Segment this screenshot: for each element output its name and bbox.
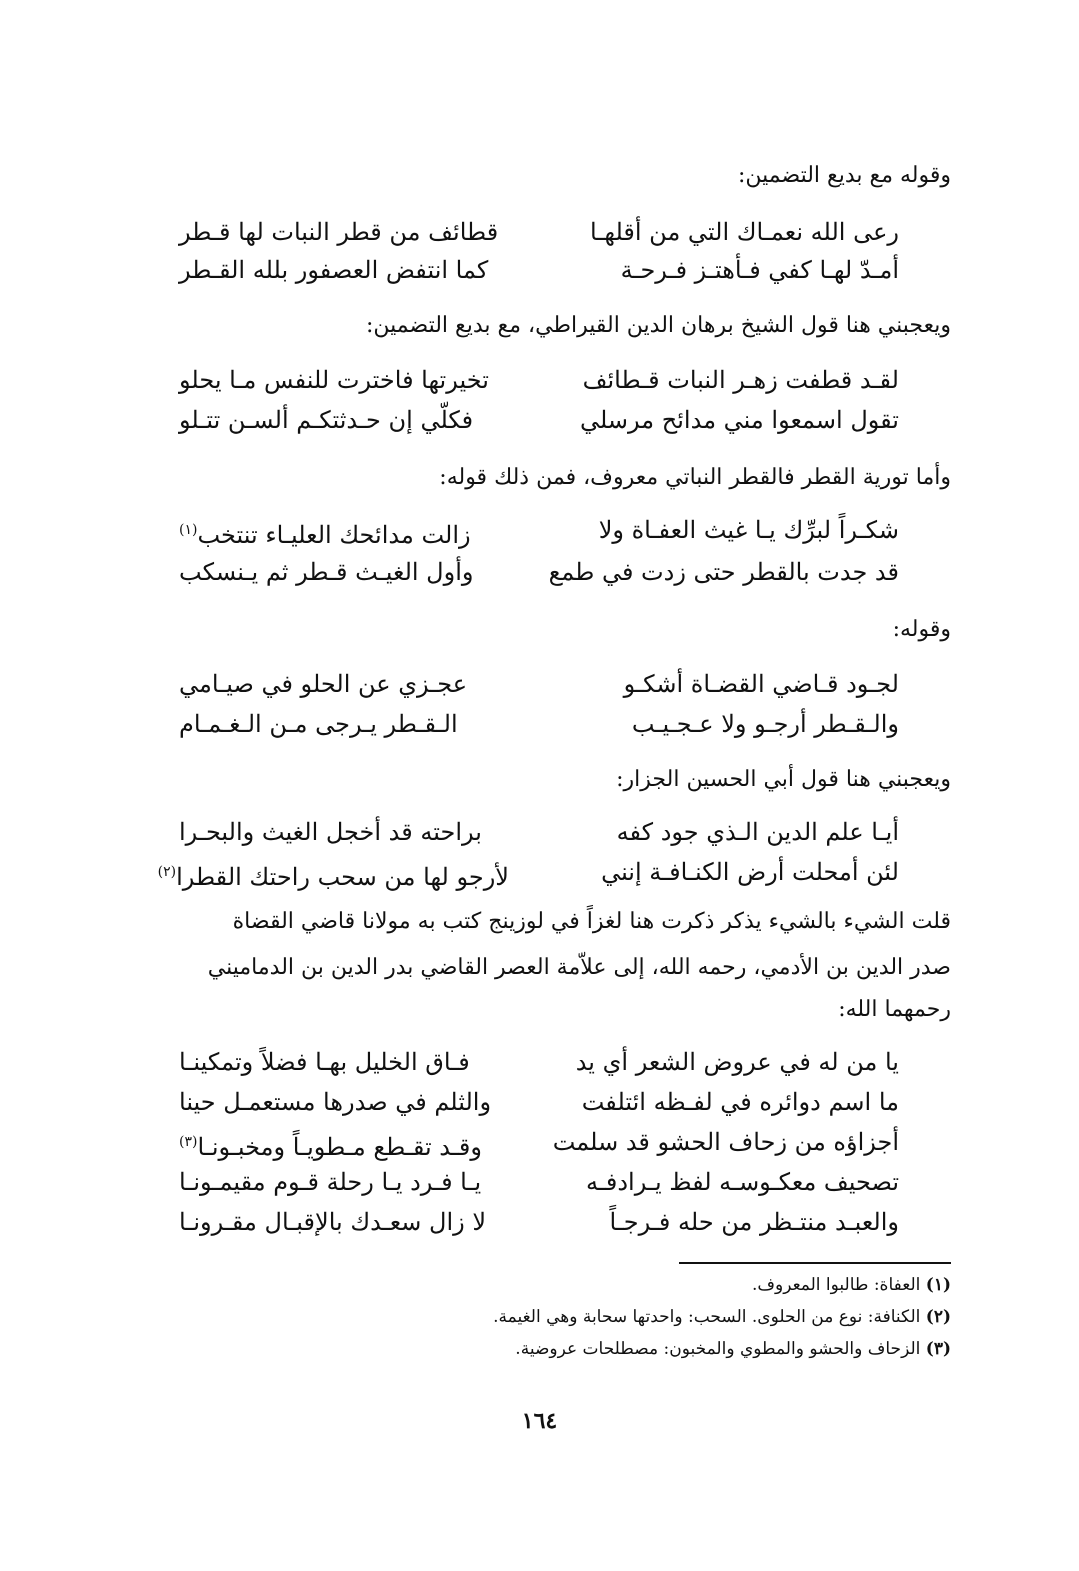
first-hemistich: شكـراً لبرِّك يـا غيث العفـاة ولا xyxy=(598,516,899,544)
footnote-text: الزحاف والحشو والمطوي والمخبون: مصطلحات عروضية. xyxy=(515,1339,921,1359)
footnote xyxy=(131,1336,951,1362)
footnote-text: العفاة: طالبوا المعروف. xyxy=(751,1275,921,1295)
verse-line xyxy=(179,704,899,744)
verse-line xyxy=(179,1042,899,1082)
verse-text: لأرجو لها من سحب راحتك القطرا xyxy=(176,863,509,891)
second-hemistich xyxy=(157,852,509,897)
second-hemistich: وأول الغيـث قـطر ثم يـنسكب xyxy=(179,558,474,586)
intro-line: وقوله مع بديع التضمين: xyxy=(737,163,951,188)
verse-line xyxy=(157,852,899,892)
first-hemistich: أجزاؤه من زحاف الحشو قد سلمت xyxy=(552,1128,899,1156)
second-hemistich: كما انتفض العصفور بلله القـطر xyxy=(179,256,489,284)
second-hemistich: يـا فـرد يـا رحلة قـوم مقيمـونـا xyxy=(179,1168,482,1196)
first-hemistich: ما اسم دوائره في لفـظه ائتلفت xyxy=(581,1088,899,1116)
intro-line: ويعجبني هنا قول الشيخ برهان الدين القيراطي، مع بديع التضمين: xyxy=(366,313,951,338)
verse-line xyxy=(179,510,899,550)
paragraph-line: قلت الشيء بالشيء يذكر ذكرت هنا لغزاً في لوزينج كتب به مولانا قاضي القضاة xyxy=(232,909,951,934)
first-hemistich: قد جدت بالقطر حتى زدت في طمع xyxy=(548,558,899,586)
intro-line: ويعجبني هنا قول أبي الحسين الجزار: xyxy=(616,767,951,792)
first-hemistich: والعبـد منتـظر من حله فـرجـاً xyxy=(609,1208,899,1236)
second-hemistich: والثلم في صدرها مستعمـل حينا xyxy=(179,1088,492,1116)
verse-line xyxy=(179,1162,899,1202)
second-hemistich xyxy=(179,1122,509,1167)
verse-line xyxy=(179,552,899,592)
page-number: ١٦٤ xyxy=(521,1408,558,1434)
verse-line xyxy=(179,812,899,852)
verse-line xyxy=(179,1122,899,1162)
verse-line xyxy=(179,360,899,400)
footnote xyxy=(131,1304,951,1330)
verse-line xyxy=(179,664,899,704)
footnote-marker: (٢) xyxy=(157,864,177,880)
first-hemistich: أيـا علم الدين الـذي جود كفه xyxy=(616,818,899,846)
paragraph-line: صدر الدين بن الأدمي، رحمه الله، إلى علاّمة العصر القاضي بدر الدين بن الدماميني xyxy=(207,955,951,980)
verse-text: وقـد تقـطع مـطويـاً ومخبـونـا xyxy=(197,1133,482,1161)
second-hemistich: تخيرتها فاخترت للنفس مـا يحلو xyxy=(179,366,489,394)
verse-line xyxy=(179,250,899,290)
second-hemistich: فـاق الخليل بهـا فضلاً وتمكينـا xyxy=(179,1048,470,1076)
first-hemistich: تصحيف معكـوسـه لفظ يـرادفـه xyxy=(586,1168,899,1196)
second-hemistich: فكلّي إن حـدثتكـم ألسـن تتـلو xyxy=(179,406,474,434)
footnote-number: (١) xyxy=(925,1275,951,1295)
intro-line: وقوله: xyxy=(892,617,951,642)
paragraph-line: رحمهما الله: xyxy=(838,997,951,1022)
verse-line xyxy=(179,212,899,252)
footnote-divider xyxy=(679,1262,951,1264)
first-hemistich: لقـد قطفت زهـر النبات قـطائف xyxy=(582,366,899,394)
footnote xyxy=(131,1272,951,1298)
verse-line xyxy=(179,1202,899,1242)
first-hemistich: والـقـطر أرجـو ولا عـجـيـب xyxy=(631,710,899,738)
footnote-number: (٣) xyxy=(925,1339,951,1359)
first-hemistich: لجـود قـاضي القضـاة أشكـو xyxy=(623,670,899,698)
first-hemistich: لئن أمحلت أرض الكنـافـة إنني xyxy=(601,858,899,886)
intro-line: وأما تورية القطر فالقطر النباتي معروف، فمن ذلك قوله: xyxy=(439,465,951,490)
second-hemistich: عجـزي عن الحلو في صيـامي xyxy=(179,670,468,698)
second-hemistich: براحته قد أخجل الغيث والبحـرا xyxy=(179,818,482,846)
second-hemistich: لا زال سعـدك بالإقبـال مقـرونـا xyxy=(179,1208,487,1236)
second-hemistich xyxy=(179,510,509,555)
footnote-text: الكنافة: نوع من الحلوى. السحب: واحدتها سحابة وهي الغيمة. xyxy=(493,1307,921,1327)
verse-text: زالت مدائحك العليـاء تنتخب xyxy=(197,521,471,549)
second-hemistich: قطائف من قطر النبات لها قـطر xyxy=(179,218,499,246)
first-hemistich: تقول اسمعوا مني مدائح مرسلي xyxy=(579,406,899,434)
footnote-marker: (٣) xyxy=(179,1134,198,1150)
first-hemistich: رعى الله نعمـاك التي من أقلهـا xyxy=(590,218,899,246)
verse-line xyxy=(179,1082,899,1122)
footnote-number: (٢) xyxy=(925,1307,951,1327)
second-hemistich: الـقـطر يـرجى مـن الـغـمـام xyxy=(179,710,458,738)
first-hemistich: يا من له في عروض الشعر أي يد xyxy=(575,1048,899,1076)
footnote-marker: (١) xyxy=(179,522,198,538)
first-hemistich: أمـدّ لهـا كفي فـأهتـز فـرحـة xyxy=(620,256,899,284)
verse-line xyxy=(179,400,899,440)
